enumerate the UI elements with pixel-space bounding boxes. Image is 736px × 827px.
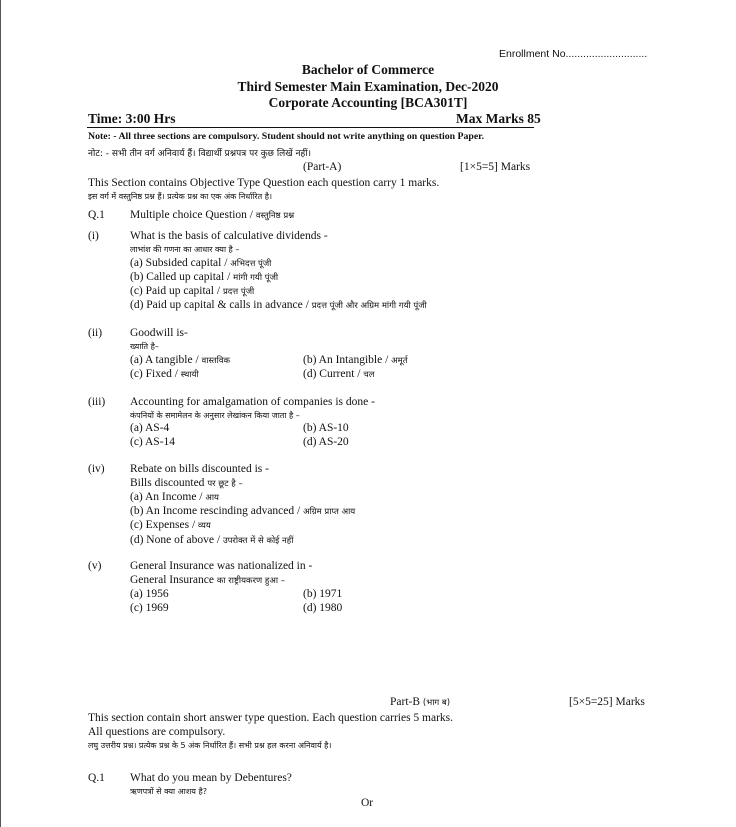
part-b-question-number: Q.1 (88, 772, 105, 784)
question-i-option-b: (b) Called up capital / मांगी गयी पूंजी (130, 271, 279, 283)
question-iv-option-a: (a) An Income / आय (130, 491, 219, 503)
part-b-title: Part-B (भाग ब) (390, 696, 451, 708)
question-i-hindi: लाभांश की गणना का आधार क्या है – (130, 245, 240, 254)
note-english: Note: - All three sections are compulsory. Student should not write anything on question Paper. (88, 131, 485, 142)
question-iv-text: Rebate on bills discounted is - (130, 463, 269, 475)
part-b-question-hindi: ऋणपत्रों से क्या आशय है? (130, 787, 207, 796)
question-iii-option-a: (a) AS-4 (130, 422, 170, 434)
question-ii-option-c: (c) Fixed / स्थायी (130, 368, 199, 380)
or-separator: Or (361, 797, 374, 809)
question-v-option-c: (c) 1969 (130, 602, 169, 614)
question-iv-hindi: Bills discounted पर छूट है – (130, 477, 243, 489)
part-b-compulsory-note: All questions are compulsory. (88, 726, 226, 738)
exam-title: Third Semester Main Examination, Dec-2020 (237, 79, 499, 94)
question-iii-option-b: (b) AS-10 (303, 422, 349, 434)
part-b-description: This section contain short answer type question. Each question carries 5 marks. (88, 712, 454, 724)
question-ii-option-b: (b) An Intangible / अमूर्त (303, 354, 408, 366)
question-i-option-a: (a) Subsided capital / अभिदत्त पूंजी (130, 257, 272, 269)
enrollment-number: Enrollment No............................ (499, 48, 648, 60)
part-b-description-hindi: लघु उत्तरीय प्रश्न। प्रत्येक प्रश्न के 5 अंक निर्धारित हैं। सभी प्रश्न हल करना अनिवार्य है। (88, 741, 332, 750)
question-iii-text: Accounting for amalgamation of companies is done - (130, 396, 375, 408)
question-ii-text: Goodwill is- (130, 327, 188, 339)
question-v-option-d: (d) 1980 (303, 602, 343, 614)
time-label: Time: 3:00 Hrs (88, 111, 176, 126)
question-v-text: General Insurance was nationalized in - (130, 560, 313, 572)
question-i-number: (i) (88, 230, 99, 242)
part-b-marks: [5×5=25] Marks (569, 696, 645, 708)
subject-title: Corporate Accounting [BCA301T] (268, 95, 468, 110)
question-v-number: (v) (88, 560, 102, 572)
question-ii-option-d: (d) Current / चल (303, 368, 375, 380)
note-hindi: नोट: - सभी तीन वर्ग अनिवार्य हैं। विद्यार्थी प्रश्नपत्र पर कुछ लिखें नहीं। (88, 149, 311, 159)
max-marks-label: Max Marks 85 (456, 111, 541, 126)
question-i-option-d: (d) Paid up capital & calls in advance / प्रदत्त पूंजी और अग्रिम मांगी गयी पूंजी (130, 299, 427, 311)
degree-title: Bachelor of Commerce (301, 62, 435, 77)
question-ii-option-a: (a) A tangible / वास्तविक (130, 354, 231, 366)
question-ii-number: (ii) (88, 327, 103, 339)
part-a-description-hindi: इस वर्ग में वस्तुनिष्ठ प्रश्न हैं। प्रत्येक प्रश्न का एक अंक निर्धारित है। (88, 192, 273, 201)
question-iv-option-d: (d) None of above / उपरोक्त में से कोई नहीं (130, 534, 294, 546)
question-v-option-b: (b) 1971 (303, 588, 343, 600)
part-a-description: This Section contains Objective Type Question each question carry 1 marks. (88, 177, 440, 189)
question-i-option-c: (c) Paid up capital / प्रदत्त पूंजी (130, 285, 255, 297)
question-heading: Multiple choice Question / वस्तुनिष्ठ प्रश्न (130, 209, 295, 221)
question-iii-number: (iii) (88, 396, 106, 408)
question-ii-hindi: ख्याति है– (130, 342, 159, 351)
part-a-title: (Part-A) (303, 161, 342, 173)
header-divider (87, 127, 534, 128)
question-i-text: What is the basis of calculative dividends - (130, 230, 328, 242)
question-iii-option-c: (c) AS-14 (130, 436, 176, 448)
part-b-question-text: What do you mean by Debentures? (130, 772, 292, 784)
question-iv-option-c: (c) Expenses / व्यय (130, 519, 211, 531)
question-iii-hindi: कंपनियों के समामेलन के अनुसार लेखांकन किया जाता है – (130, 411, 300, 420)
part-a-marks: [1×5=5] Marks (460, 161, 531, 173)
question-v-hindi: General Insurance का राष्ट्रीयकरण हुआ – (130, 574, 286, 586)
question-v-option-a: (a) 1956 (130, 588, 169, 600)
question-number: Q.1 (88, 209, 105, 221)
question-iv-option-b: (b) An Income rescinding advanced / अग्रिम प्राप्त आय (130, 505, 356, 517)
question-iv-number: (iv) (88, 463, 105, 475)
question-iii-option-d: (d) AS-20 (303, 436, 349, 448)
